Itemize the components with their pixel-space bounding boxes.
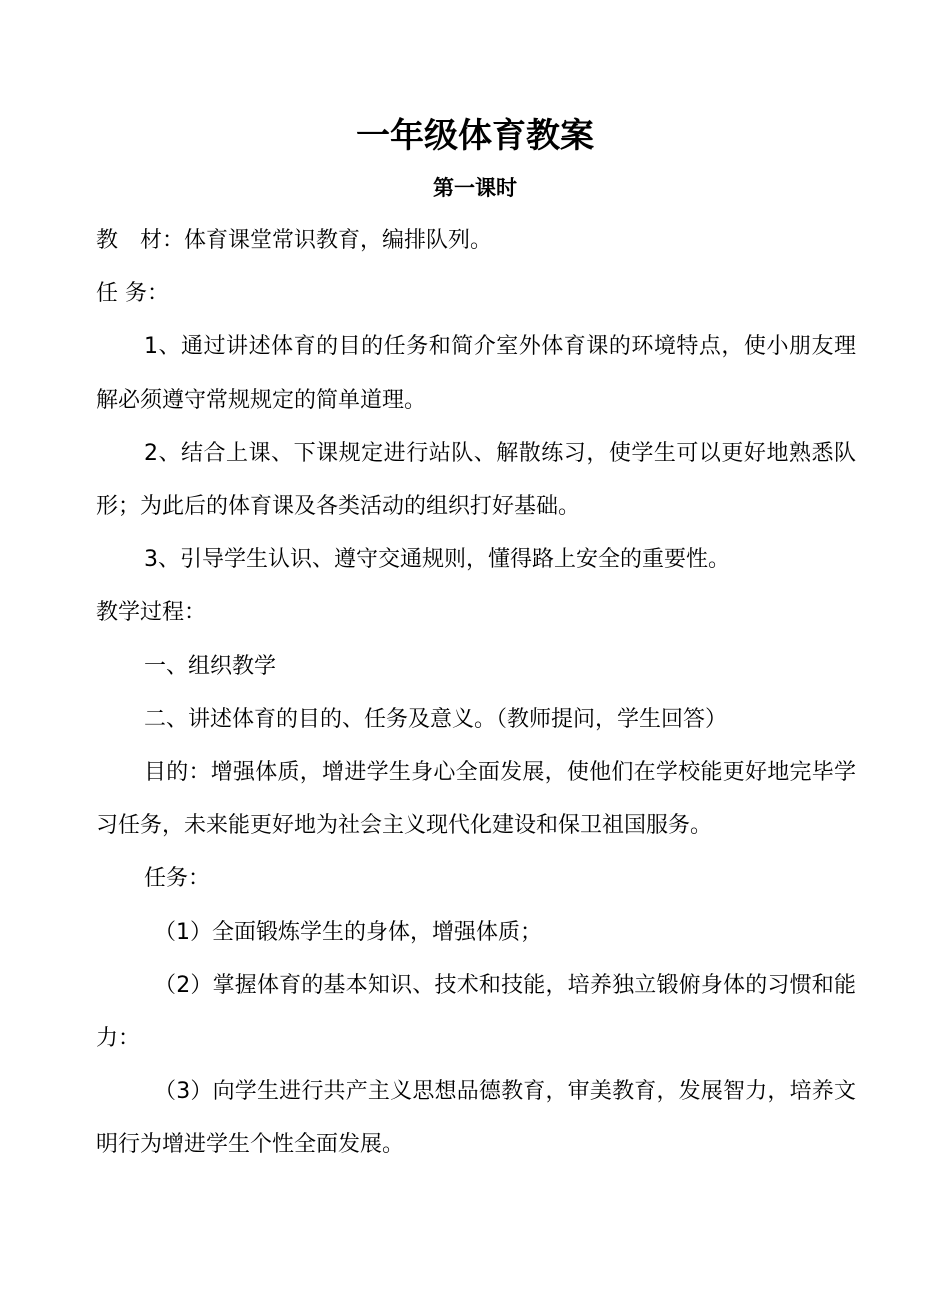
document-body	[96, 214, 856, 1172]
sub-task-2: （2）掌握体育的基本知识、技术和技能，培养独立锻俯身体的习惯和能力：	[96, 972, 856, 1052]
lesson-subtitle: 第一课时	[433, 176, 517, 200]
sub-task-1: （1）全面锻炼学生的身体，增强体质；	[154, 919, 542, 945]
process-step-1: 一、组织教学	[144, 653, 277, 679]
tasks-heading: 任 务：	[96, 281, 169, 307]
purpose-paragraph: 目的：增强体质，增进学生身心全面发展，使他们在学校能更好地完毕学习任务，未来能更好地为社会主义现代化建设和保卫祖国服务。	[96, 760, 856, 839]
materials-line: 教 材：体育课堂常识教育，编排队列。	[96, 228, 493, 253]
teaching-process-heading: 教学过程：	[96, 600, 207, 626]
task-item-3: 3、引导学生认识、遵守交通规则，懂得路上安全的重要性。	[144, 547, 730, 573]
sub-task-3: （3）向学生进行共产主义思想品德教育，审美教育，发展智力，培养文明行为增进学生个性全面发展。	[96, 1079, 856, 1158]
task-item-2: 2、结合上课、下课规定进行站队、解散练习，使学生可以更好地熟悉队形；为此后的体育课及各类活动的组织打好基础。	[96, 440, 856, 520]
task-item-1: 1、通过讲述体育的目的任务和简介室外体育课的环境特点，使小朋友理解必须遵守常规规定的简单道理。	[96, 334, 856, 413]
document-title: 一年级体育教案	[356, 116, 594, 156]
process-step-2: 二、讲述体育的目的、任务及意义。（教师提问，学生回答）	[144, 706, 728, 732]
sub-tasks-heading: 任务：	[144, 866, 211, 892]
